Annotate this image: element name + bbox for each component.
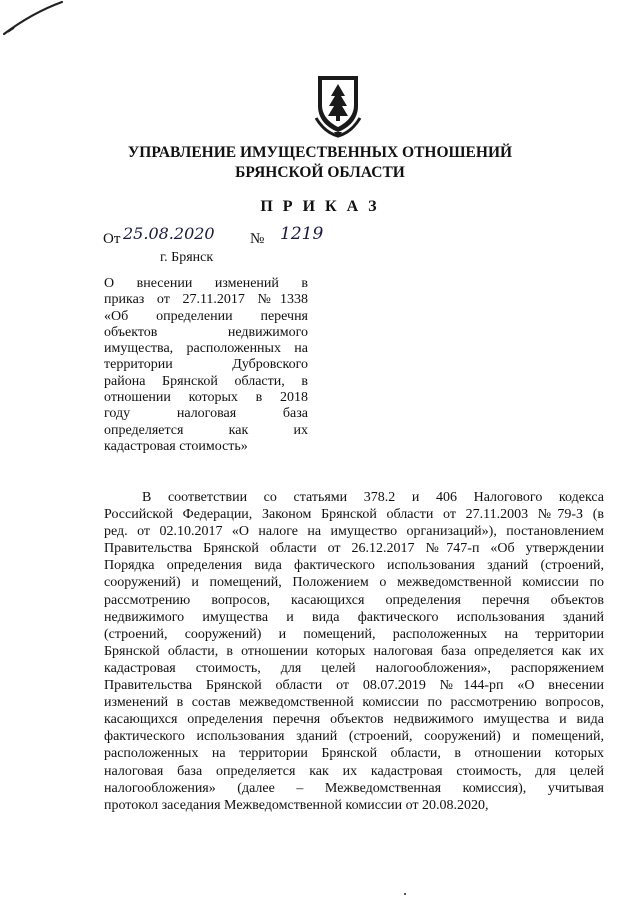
subject-line: кадастровая стоимость» [104,438,248,454]
subject-line: объектов недвижимого [104,324,308,340]
subject-line: году налоговая база [104,406,308,422]
body-line: фактического использования зданий (строений, сооружений) и помещений, [104,729,604,745]
body-line: налогообложения» (далее – Межведомственная комиссия), учитывая [104,780,604,796]
body-line: касающихся определения перечня объектов недвижимого имущества и вида [104,712,604,728]
body-line: В соответствии со статьями 378.2 и 406 Налогового кодекса [142,490,604,505]
date-number-row [103,224,403,250]
organization-line-1: УПРАВЛЕНИЕ ИМУЩЕСТВЕННЫХ ОТНОШЕНИЙ [127,144,513,161]
date-label: От [103,231,121,247]
organization-header [0,143,640,183]
page-speck [404,893,406,895]
order-body-paragraph [104,489,604,814]
body-line: Брянской области, в отношении которых налоговая база определяется как их [104,643,604,659]
subject-line: района Брянской области, в [104,373,308,389]
organization-line-2: БРЯНСКОЙ ОБЛАСТИ [235,164,405,181]
body-line: кадастровая стоимость, для целей налогообложения», распоряжением [104,660,604,676]
subject-line: определяется как их [104,422,308,438]
body-line: сооружений) и помещений, Положением о межведомственной комиссии по [104,575,604,591]
body-line: (строений, сооружений) и помещений, расположенных на территории [104,626,604,642]
body-line: ред. от 02.10.2017 «О налоге на имущество организаций»), постановлением [104,524,604,540]
handwritten-date: 25.08.2020 [123,224,215,243]
subject-line: отношении которых в 2018 [104,390,308,406]
number-label: № [250,231,265,247]
body-line: протокол заседания Межведомственной комиссии от 20.08.2020, [104,797,489,813]
body-line: Правительства Брянской области от 26.12.2017 №747-п «Об утверждении [104,541,604,557]
body-line: налоговая база определяется как их кадастровая стоимость, для целей [104,763,604,779]
subject-line: «Об определении перечня [104,308,308,324]
body-line: Российской Федерации, Законом Брянской области от 27.11.2003 №79-З (в [104,507,604,523]
city-line: г. Брянск [160,250,214,265]
body-line: Правительства Брянской области от 08.07.2019 №144-рп «О внесении [104,678,604,694]
corner-pen-stroke [0,0,90,40]
body-line: рассмотрению вопросов, касающихся определения перечня объектов [104,592,604,608]
body-line: Порядка определения вида фактического использования зданий (строений, [104,558,604,574]
body-line: недвижимого имущества и вида фактического использования зданий [104,609,604,625]
subject-line: приказ от 27.11.2017 №1338 [104,292,308,308]
order-subject [104,276,308,455]
document-type-title: П Р И К А З [260,198,380,215]
subject-line: О внесении изменений в [104,276,308,291]
coat-of-arms-emblem [314,72,362,138]
subject-line: территории Дубровского [104,357,308,373]
body-line: изменений в состав межведомственной комиссии по рассмотрению вопросов, [104,695,604,711]
subject-line: имущества, расположенных на [104,341,308,357]
body-line: расположенных на территории Брянской области, в отношении которых [104,746,604,762]
handwritten-number: 1219 [280,224,324,244]
